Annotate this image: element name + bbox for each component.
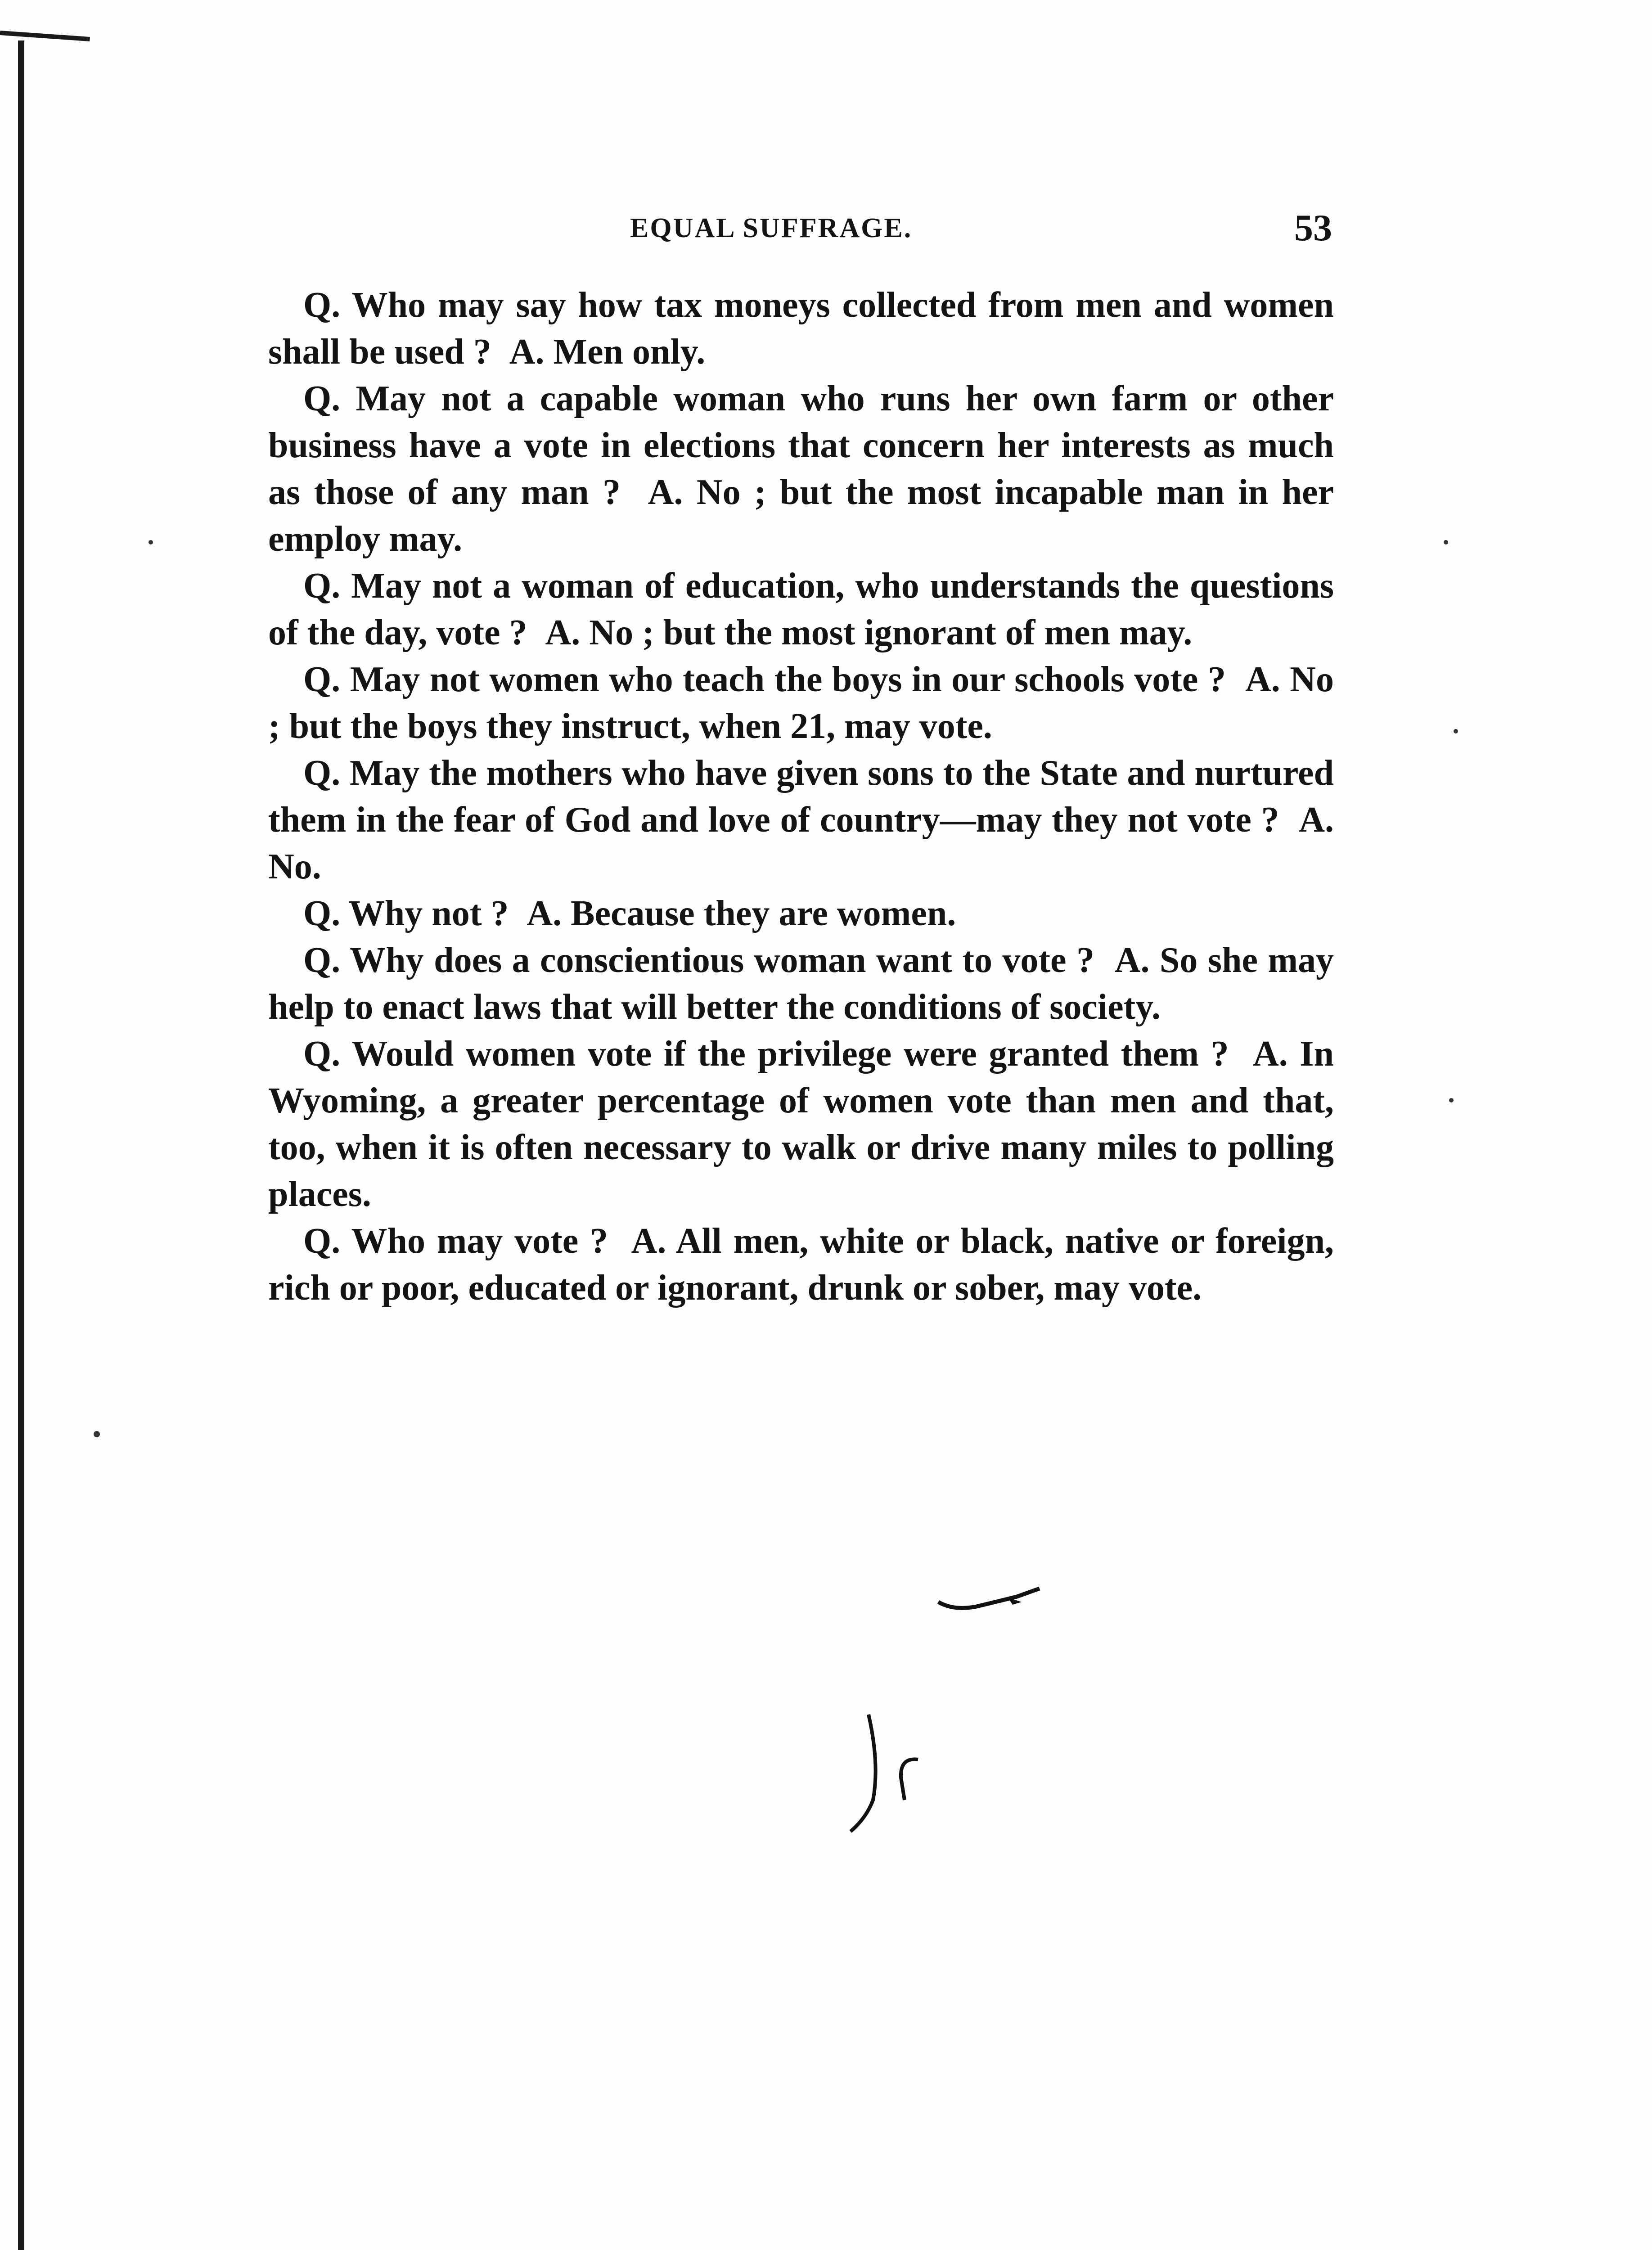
answer-text: A. No ; but the boys they instruct, when 21, may vote. xyxy=(268,660,1334,746)
question-text: Q. Why not ? xyxy=(303,894,509,933)
qa-paragraph xyxy=(268,890,1334,937)
answer-text: A. No ; but the most ignorant of men may. xyxy=(545,613,1193,652)
qa-paragraph xyxy=(268,937,1334,1030)
question-text: Q. May not a capable woman who runs her own farm or other business have a vote in elections that concern her interests as much as those of any man ? xyxy=(268,379,1334,512)
question-text: Q. May not a woman of education, who understands the questions of the day, vote ? xyxy=(268,566,1334,652)
question-text: Q. Who may vote ? xyxy=(303,1221,608,1261)
qa-text-block xyxy=(268,282,1334,1311)
answer-text: A. So she may help to enact laws that will better the conditions of society. xyxy=(268,940,1334,1027)
question-text: Q. Who may say how tax moneys collected from men and women shall be used ? xyxy=(268,285,1334,372)
qa-paragraph xyxy=(268,282,1334,375)
ink-squiggle-mark xyxy=(936,1584,1044,1620)
page-binding-corner xyxy=(0,31,90,41)
page-binding-edge xyxy=(18,40,24,2250)
qa-paragraph xyxy=(268,1218,1334,1311)
question-text: Q. Would women vote if the privilege were granted them ? xyxy=(303,1034,1229,1074)
question-text: Q. May not women who teach the boys in our schools vote ? xyxy=(303,660,1226,699)
running-title: EQUAL SUFFRAGE. xyxy=(630,213,913,243)
answer-text: A. No. xyxy=(268,800,1334,886)
answer-text: A. Men only. xyxy=(509,332,706,372)
qa-paragraph xyxy=(268,656,1334,750)
answer-text: A. No ; but the most incapable man in her employ may. xyxy=(268,472,1334,559)
ink-bracket-mark xyxy=(846,1710,936,1836)
answer-text: A. All men, white or black, native or foreign, rich or poor, educated or ignorant, drunk or sober, may vote. xyxy=(268,1221,1334,1308)
scan-speck xyxy=(1449,1098,1454,1102)
running-head xyxy=(266,203,1332,248)
qa-paragraph xyxy=(268,562,1334,656)
scan-speck xyxy=(149,540,153,544)
page-number: 53 xyxy=(1294,207,1332,249)
scan-speck xyxy=(94,1431,100,1437)
scan-speck xyxy=(1444,540,1448,544)
answer-text: A. In Wyoming, a greater percentage of women vote than men and that, too, when it is often necessary to walk or drive many miles to polling places. xyxy=(268,1034,1334,1214)
question-text: Q. Why does a conscientious woman want to vote ? xyxy=(303,940,1094,980)
qa-paragraph xyxy=(268,375,1334,562)
scan-speck xyxy=(1454,729,1458,734)
answer-text: A. Because they are women. xyxy=(527,894,956,933)
question-text: Q. May the mothers who have given sons to the State and nurtured them in the fear of God and love of country—may they not vote ? xyxy=(268,753,1334,840)
qa-paragraph xyxy=(268,750,1334,890)
qa-paragraph xyxy=(268,1030,1334,1218)
